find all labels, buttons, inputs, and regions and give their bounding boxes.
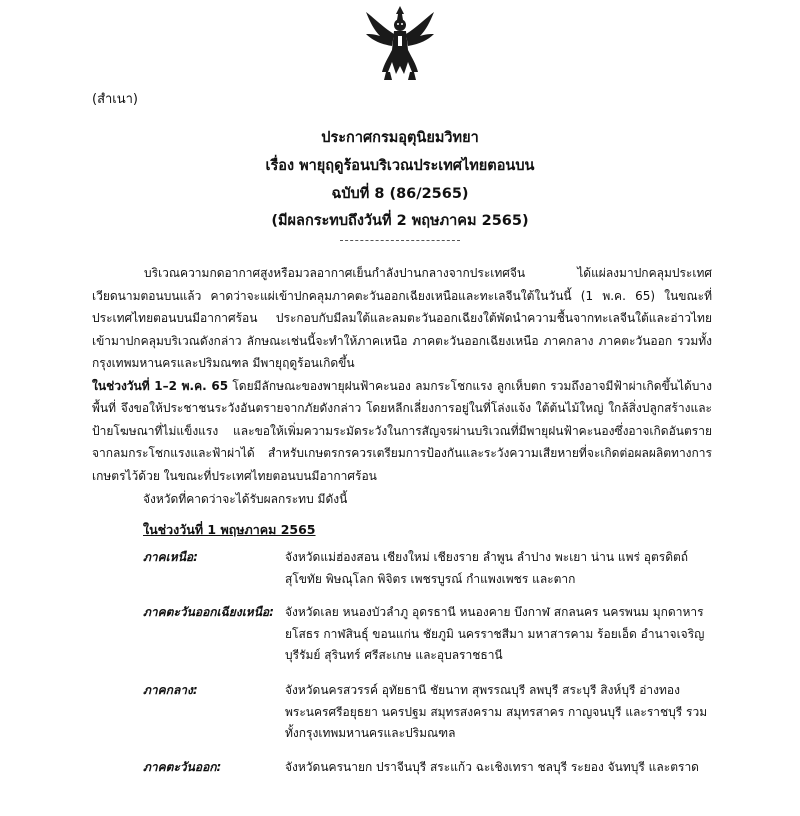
region-provinces: จังหวัดนครสวรรค์ อุทัยธานี ชัยนาท สุพรรณบุรี ลพบุรี สระบุรี สิงห์บุรี อ่างทอง พระนครศรีอยุธยา นครปฐม สมุทรสงคราม สมุทรสาคร กาญจนบุรี และราชบุรี รวมทั้งกรุงเทพมหานครและปริมณฑล (285, 683, 708, 740)
date-heading: ในช่วงวันที่ 1 พฤษภาคม 2565 (143, 522, 316, 537)
region-label: ภาคเหนือ: (143, 550, 198, 564)
body-period: ในช่วงวันที่ 1–2 พ.ค. 65 (92, 378, 229, 393)
garuda-emblem-icon (362, 4, 438, 82)
body-text-part2: โดยมีลักษณะของพายุฝนฟ้าคะนอง ลมกระโชกแรง ลูกเห็บตก รวมถึงอาจมีฟ้าผ่าเกิดขึ้นได้บางพื้นที่ จึงขอให้ประชาชนระวังอันตรายจากภัยดังกล่าว โดยหลีกเลี่ยงการอยู่ในที่โล่งแจ้ง ใต้ต้นไม้ใหญ่ ใกล้สิ่งปลูกสร้างและป้ายโฆษณาที่ไม่แข็งแรง และขอให้เพิ่มความระมัดระวังในการสัญจรผ่านบริเวณที่มีพายุฝนฟ้าคะนองซึ่งอาจเกิดอันตรายจากลมกระโชกแรงและฟ้าผ่าได้ สำหรับเกษตรกรควรเตรียมการป้องกันและระวังความเสียหายที่จะเกิดต่อผลผลิตทางการเกษตรไว้ด้วย ในขณะที่ประเทศไทยตอนบนมีอากาศร้อน (92, 378, 712, 483)
region-provinces: จังหวัดนครนายก ปราจีนบุรี สระแก้ว ฉะเชิงเทรา ชลบุรี ระยอง จันทบุรี และตราด (285, 760, 699, 774)
announcement-effective-date: (มีผลกระทบถึงวันที่ 2 พฤษภาคม 2565) (271, 213, 529, 229)
affected-provinces-intro: จังหวัดที่คาดว่าจะได้รับผลกระทบ มีดังนี้ (143, 492, 348, 506)
announcement-title: ประกาศกรมอุตุนิยมวิทยา (321, 130, 479, 146)
body-text-part1: บริเวณความกดอากาศสูงหรือมวลอากาศเย็นกำลังปานกลางจากประเทศจีน ได้แผ่ลงมาปกคลุมประเทศเวียดนามตอนบนแล้ว คาดว่าจะแผ่เข้าปกคลุมภาคตะวันออกเฉียงเหนือและทะเลจีนใต้ในวันนี้ (1 พ.ค. 65) ในขณะที่ประเทศไทยตอนบนมีอากาศร้อน ประกอบกับมีลมใต้และลมตะวันออกเฉียงใต้พัดนำความชื้นจากทะเลจีนใต้และอ่าวไทยเข้ามาปกคลุมบริเวณดังกล่าว ลักษณะเช่นนี้จะทำให้ภาคเหนือ ภาคตะวันออกเฉียงเหนือ ภาคกลาง ภาคตะวันออก รวมทั้งกรุงเทพมหานครและปริมณฑล มีพายุฤดูร้อนเกิดขึ้น (92, 266, 712, 370)
divider (340, 240, 460, 241)
body-paragraph (92, 262, 712, 487)
region-label: ภาคตะวันออก: (143, 760, 222, 774)
copy-label: (สำเนา) (92, 92, 139, 107)
region-provinces: จังหวัดแม่ฮ่องสอน เชียงใหม่ เชียงราย ลำพูน ลำปาง พะเยา น่าน แพร่ อุตรดิตถ์ สุโขทัย พิษณุโลก พิจิตร เพชรบูรณ์ กำแพงเพชร และตาก (285, 550, 689, 586)
region-provinces: จังหวัดเลย หนองบัวลำภู อุดรธานี หนองคาย บึงกาฬ สกลนคร นครพนม มุกดาหาร ยโสธร กาฬสินธุ์ ขอนแก่น ชัยภูมิ นครราชสีมา มหาสารคาม ร้อยเอ็ด อำนาจเจริญ บุรีรัมย์ สุรินทร์ ศรีสะเกษ และอุบลราชธานี (285, 605, 705, 662)
region-label: ภาคกลาง: (143, 683, 198, 697)
announcement-subject: เรื่อง พายุฤดูร้อนบริเวณประเทศไทยตอนบน (265, 158, 535, 174)
region-label: ภาคตะวันออกเฉียงเหนือ: (143, 605, 274, 619)
announcement-issue: ฉบับที่ 8 (86/2565) (331, 186, 469, 202)
